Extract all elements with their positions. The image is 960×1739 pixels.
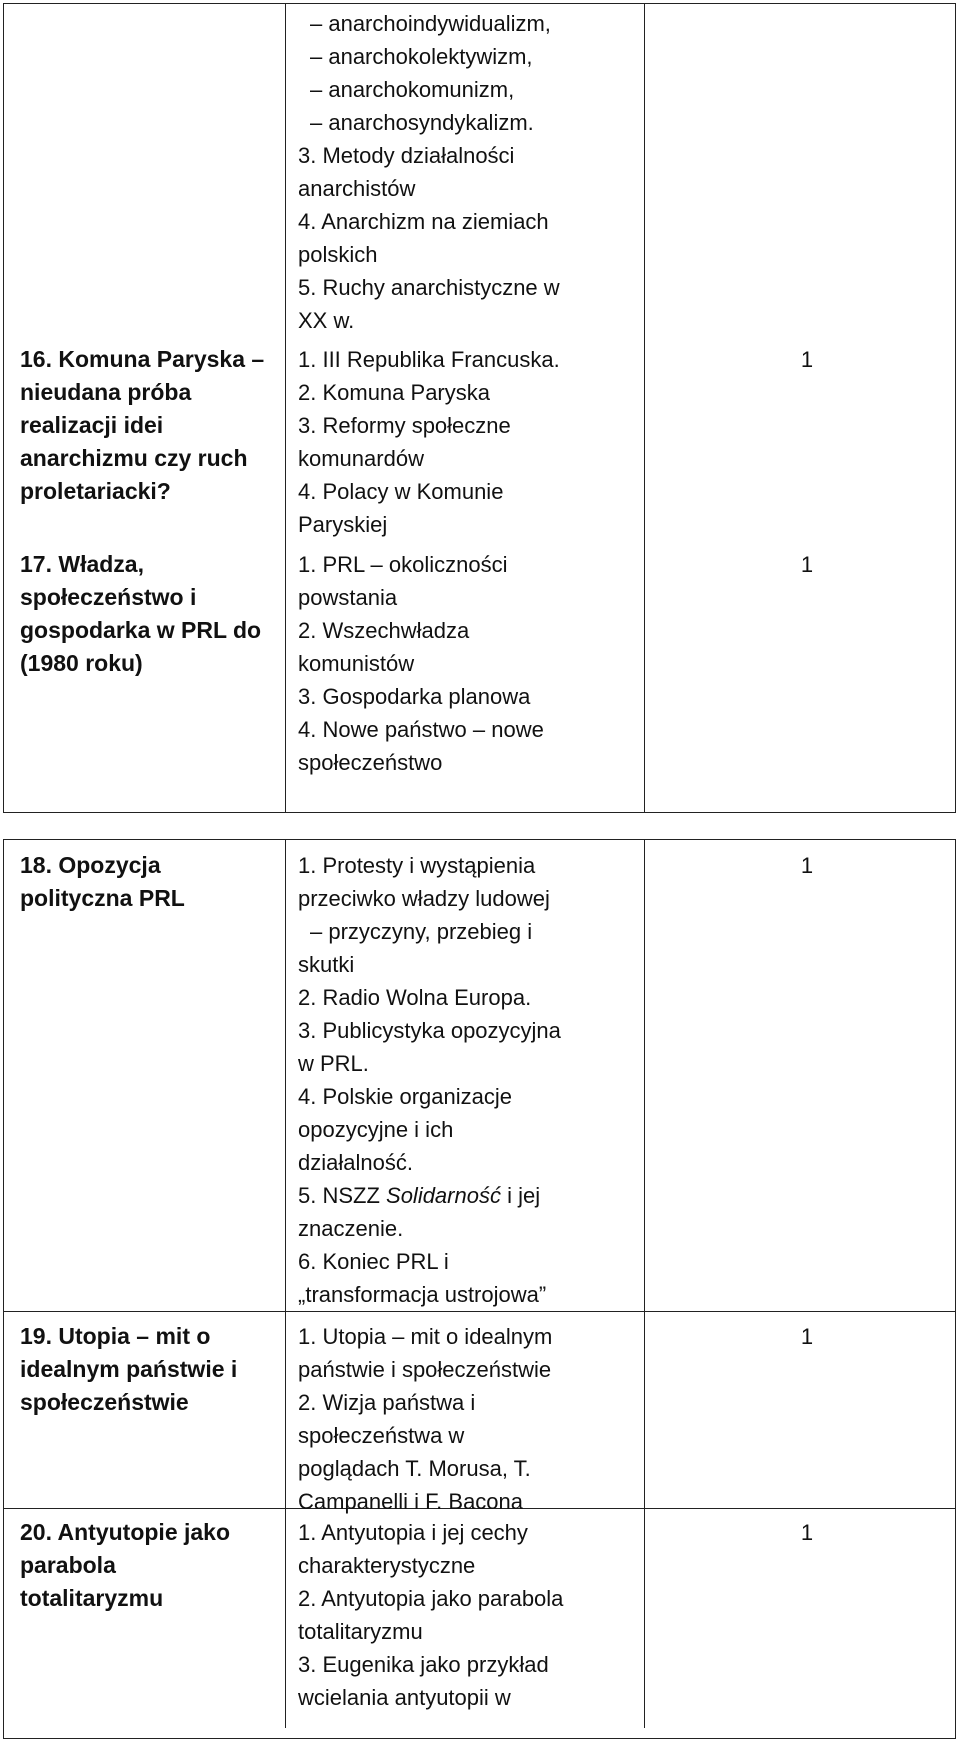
- content-cell: [298, 7, 638, 337]
- topic-line: parabola: [20, 1552, 116, 1578]
- hours-cell: 1: [800, 1324, 814, 1349]
- content-line: 3. Gospodarka planowa: [298, 684, 531, 709]
- content-line: w PRL.: [298, 1051, 369, 1076]
- content-line: Campanelli i F. Bacona: [298, 1489, 524, 1514]
- content-line: Paryskiej: [298, 512, 388, 537]
- topic-line: 18. Opozycja: [20, 852, 161, 878]
- content-line: [298, 1179, 638, 1212]
- content-line: 3. Publicystyka opozycyjna: [298, 1018, 561, 1043]
- content-line: 4. Nowe państwo – nowe: [298, 717, 544, 742]
- content-line: 2. Antyutopia jako parabola: [298, 1586, 564, 1611]
- content-line: 1. Antyutopia i jej cechy: [298, 1520, 528, 1545]
- content-line: 2. Wizja państwa i: [298, 1390, 476, 1415]
- content-line: „transformacja ustrojowa”: [298, 1282, 547, 1307]
- content-line: społeczeństwa w: [298, 1423, 465, 1448]
- topic-cell: [20, 849, 275, 915]
- content-line: charakterystyczne: [298, 1553, 476, 1578]
- content-text: 5. NSZZ: [298, 1183, 387, 1208]
- content-line: 1. PRL – okoliczności: [298, 552, 508, 577]
- content-line: anarchistów: [298, 176, 416, 201]
- content-line: 1. Protesty i wystąpienia: [298, 853, 536, 878]
- content-cell: [298, 1320, 638, 1518]
- content-line: 3. Eugenika jako przykład: [298, 1652, 549, 1677]
- syllabus-table-part-1: [3, 3, 956, 813]
- content-line: 2. Komuna Paryska: [298, 380, 490, 405]
- topic-line: 16. Komuna Paryska –: [20, 346, 265, 372]
- syllabus-table-part-2: [3, 839, 956, 1728]
- topic-line: totalitaryzmu: [20, 1585, 164, 1611]
- content-line: 3. Reformy społeczne: [298, 413, 511, 438]
- topic-line: anarchizmu czy ruch: [20, 445, 248, 471]
- content-line: poglądach T. Morusa, T.: [298, 1456, 531, 1481]
- content-line: opozycyjne i ich: [298, 1117, 454, 1142]
- content-cell: [298, 343, 638, 541]
- content-line: – anarchosyndykalizm.: [310, 110, 534, 135]
- content-line: – anarchokomunizm,: [310, 77, 515, 102]
- row-divider: [3, 1311, 956, 1312]
- topic-line: (1980 roku): [20, 650, 143, 676]
- content-line: wcielania antyutopii w: [298, 1685, 511, 1710]
- column-divider: [644, 3, 645, 813]
- content-italic-text: Solidarność: [386, 1183, 501, 1208]
- content-line: – anarchokolektywizm,: [310, 44, 533, 69]
- content-line: 4. Polskie organizacje: [298, 1084, 513, 1109]
- topic-cell: [20, 1516, 275, 1615]
- hours-cell: 1: [800, 1520, 814, 1545]
- content-line: XX w.: [298, 308, 355, 333]
- content-line: – przyczyny, przebieg i: [310, 919, 533, 944]
- content-cell: [298, 548, 638, 779]
- content-line: 1. Utopia – mit o idealnym: [298, 1324, 553, 1349]
- content-line: totalitaryzmu: [298, 1619, 423, 1644]
- hours-cell: 1: [800, 552, 814, 577]
- content-text: i jej: [500, 1183, 541, 1208]
- topic-cell: [20, 548, 275, 680]
- column-divider: [285, 839, 286, 1728]
- topic-line: idealnym państwie i: [20, 1356, 238, 1382]
- topic-cell: [20, 1320, 275, 1419]
- topic-line: 20. Antyutopie jako: [20, 1519, 231, 1545]
- column-divider: [285, 3, 286, 813]
- content-line: przeciwko władzy ludowej: [298, 886, 550, 911]
- topic-line: gospodarka w PRL do: [20, 617, 262, 643]
- content-line: znaczenie.: [298, 1216, 404, 1241]
- content-line: powstania: [298, 585, 398, 610]
- topic-line: realizacji idei: [20, 412, 164, 438]
- topic-line: proletariacki?: [20, 478, 171, 504]
- hours-cell: 1: [800, 347, 814, 372]
- content-line: działalność.: [298, 1150, 413, 1175]
- content-line: 1. III Republika Francuska.: [298, 347, 560, 372]
- content-line: 6. Koniec PRL i: [298, 1249, 449, 1274]
- content-line: 4. Anarchizm na ziemiach: [298, 209, 549, 234]
- topic-cell: [20, 343, 275, 508]
- content-line: 5. Ruchy anarchistyczne w: [298, 275, 560, 300]
- topic-line: społeczeństwie: [20, 1389, 189, 1415]
- content-line: komunistów: [298, 651, 415, 676]
- topic-line: 19. Utopia – mit o: [20, 1323, 211, 1349]
- topic-line: nieudana próba: [20, 379, 192, 405]
- topic-line: 17. Władza,: [20, 551, 144, 577]
- content-cell: [298, 849, 638, 1311]
- content-line: 4. Polacy w Komunie: [298, 479, 504, 504]
- hours-cell: 1: [800, 853, 814, 878]
- content-line: 3. Metody działalności: [298, 143, 515, 168]
- content-line: 2. Wszechwładza: [298, 618, 470, 643]
- content-line: skutki: [298, 952, 355, 977]
- content-line: państwie i społeczeństwie: [298, 1357, 552, 1382]
- column-divider: [644, 839, 645, 1728]
- content-line: komunardów: [298, 446, 424, 471]
- content-line: polskich: [298, 242, 378, 267]
- content-line: 2. Radio Wolna Europa.: [298, 985, 532, 1010]
- content-line: – anarchoindywidualizm,: [310, 11, 551, 36]
- topic-line: społeczeństwo i: [20, 584, 197, 610]
- topic-line: polityczna PRL: [20, 885, 185, 911]
- content-line: społeczeństwo: [298, 750, 443, 775]
- content-cell: [298, 1516, 638, 1714]
